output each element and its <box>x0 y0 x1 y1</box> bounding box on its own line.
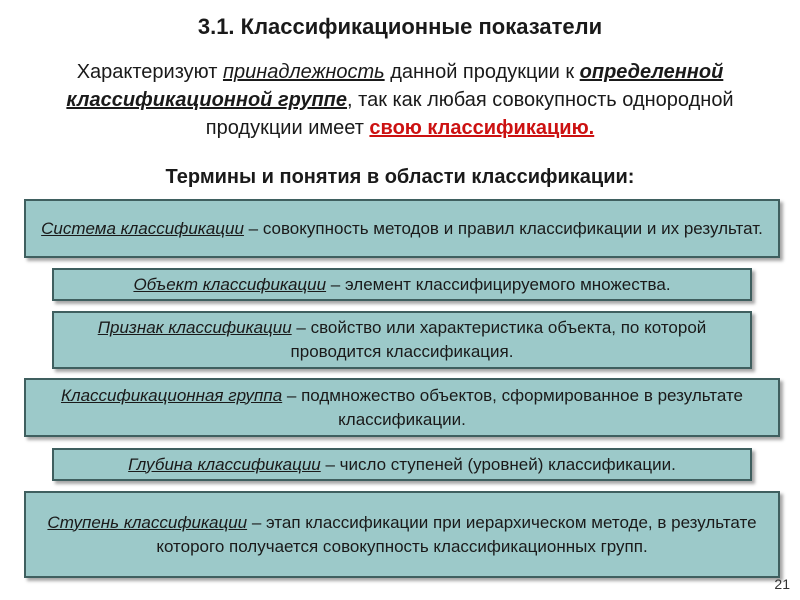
intro-paragraph <box>20 58 780 142</box>
term-name: Классификационная группа <box>60 385 283 405</box>
term-text <box>128 453 676 477</box>
term-definition: – этап классификации при иерархическом методе, в результате которого получается совокупность классификационных групп. <box>156 512 757 556</box>
term-box-step <box>24 491 780 578</box>
term-definition: – элемент классифицируемого множества. <box>326 274 671 294</box>
term-definition: – свойство или характеристика объекта, по которой проводится классификация. <box>290 318 707 361</box>
term-text <box>54 316 750 364</box>
term-box-object <box>52 268 752 301</box>
term-box-system <box>24 199 780 258</box>
intro-emphasis-group: определенной классификационной группе <box>66 61 724 111</box>
term-text <box>41 217 763 241</box>
intro-emphasis-classification: свою классификацию. <box>369 117 595 139</box>
term-name: Признак классификации <box>97 318 292 337</box>
page-title: 3.1. Классификационные показатели <box>197 14 603 39</box>
intro-text-1: Характеризуют <box>76 61 223 83</box>
term-name: Система классификации <box>41 218 244 238</box>
term-box-group <box>24 378 780 437</box>
term-name: Объект классификации <box>133 274 327 294</box>
term-definition: – подмножество объектов, сформированное в результате классификации. <box>282 385 744 429</box>
section-subtitle: Термины и понятия в области классификации: <box>165 166 635 188</box>
intro-text-2: данной продукции к <box>384 61 580 83</box>
term-name: Глубина классификации <box>128 454 321 474</box>
intro-text-3: , так как любая совокупность однородной продукции имеет <box>205 89 734 139</box>
term-text <box>26 384 778 432</box>
term-text <box>133 273 670 297</box>
term-name: Ступень классификации <box>47 512 248 532</box>
term-box-attribute <box>52 311 752 369</box>
term-box-depth <box>52 448 752 481</box>
term-definition: – совокупность методов и правил классификации и их результат. <box>243 218 763 238</box>
term-text <box>26 511 778 559</box>
term-definition: – число ступеней (уровней) классификации. <box>320 454 676 474</box>
intro-emphasis-belonging: принадлежность <box>222 61 385 83</box>
page-number: 21 <box>774 576 790 592</box>
